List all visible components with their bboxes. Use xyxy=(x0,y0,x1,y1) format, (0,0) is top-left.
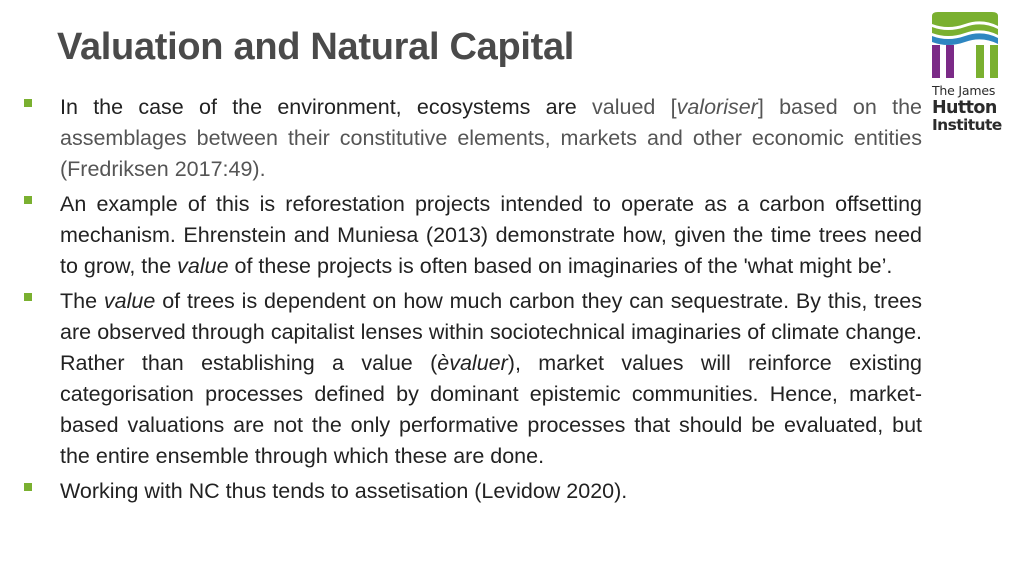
bullet-list xyxy=(22,92,922,511)
bullet-text-segment: of these projects is often based on imaginaries of the 'what might be’. xyxy=(228,254,893,278)
slide-title: Valuation and Natural Capital xyxy=(57,26,575,68)
bullet-text-segment: An example of this is reforestation projects intended to operate as a carbon offsetting mechanism. Ehrenstein and Muniesa (2013) demonstrate how, given the time trees need to grow, the xyxy=(60,192,922,278)
square-bullet-icon xyxy=(24,293,32,301)
bullet-text-segment: valoriser xyxy=(676,95,758,119)
bullet-text-segment: value xyxy=(103,289,156,313)
logo-text-line3: Institute xyxy=(932,116,1002,134)
bullet-text-segment: valued [ xyxy=(592,95,677,119)
bullet-text-segment: ] based on the assemblages between their constitutive elements, markets and other economic entities (Fredriksen 2017:49). xyxy=(60,95,922,181)
bullet-item xyxy=(22,92,922,185)
bullet-text-segment: In the case of the environment, ecosystems are xyxy=(60,95,592,119)
bullet-item xyxy=(22,286,922,472)
bullet-text-segment: ), market values will reinforce existing categorisation processes defined by dominant epistemic communities. Hence, market-based valuations are not the only performative processes that should be evaluated, but the entire ensemble through which these are done. xyxy=(60,351,922,468)
bullet-item xyxy=(22,189,922,282)
logo-text-line2: Hutton xyxy=(932,97,997,118)
bullet-text-segment: èvaluer xyxy=(437,351,508,375)
square-bullet-icon xyxy=(24,99,32,107)
bullet-item xyxy=(22,476,922,507)
logo-mark-icon xyxy=(932,12,998,78)
logo-text-line1: The James xyxy=(932,83,996,98)
bullet-text-segment: The xyxy=(60,289,104,313)
square-bullet-icon xyxy=(24,196,32,204)
bullet-text-segment: Working with NC thus tends to assetisation (Levidow 2020). xyxy=(60,479,628,503)
square-bullet-icon xyxy=(24,483,32,491)
james-hutton-institute-logo xyxy=(932,12,1002,152)
bullet-text-segment: value xyxy=(177,254,229,278)
bullet-text-segment: of trees is dependent on how much carbon they can sequestrate. By this, trees are observed through capitalist lenses within sociotechnical imaginaries of climate change. Rather than establishing a value ( xyxy=(60,289,922,375)
